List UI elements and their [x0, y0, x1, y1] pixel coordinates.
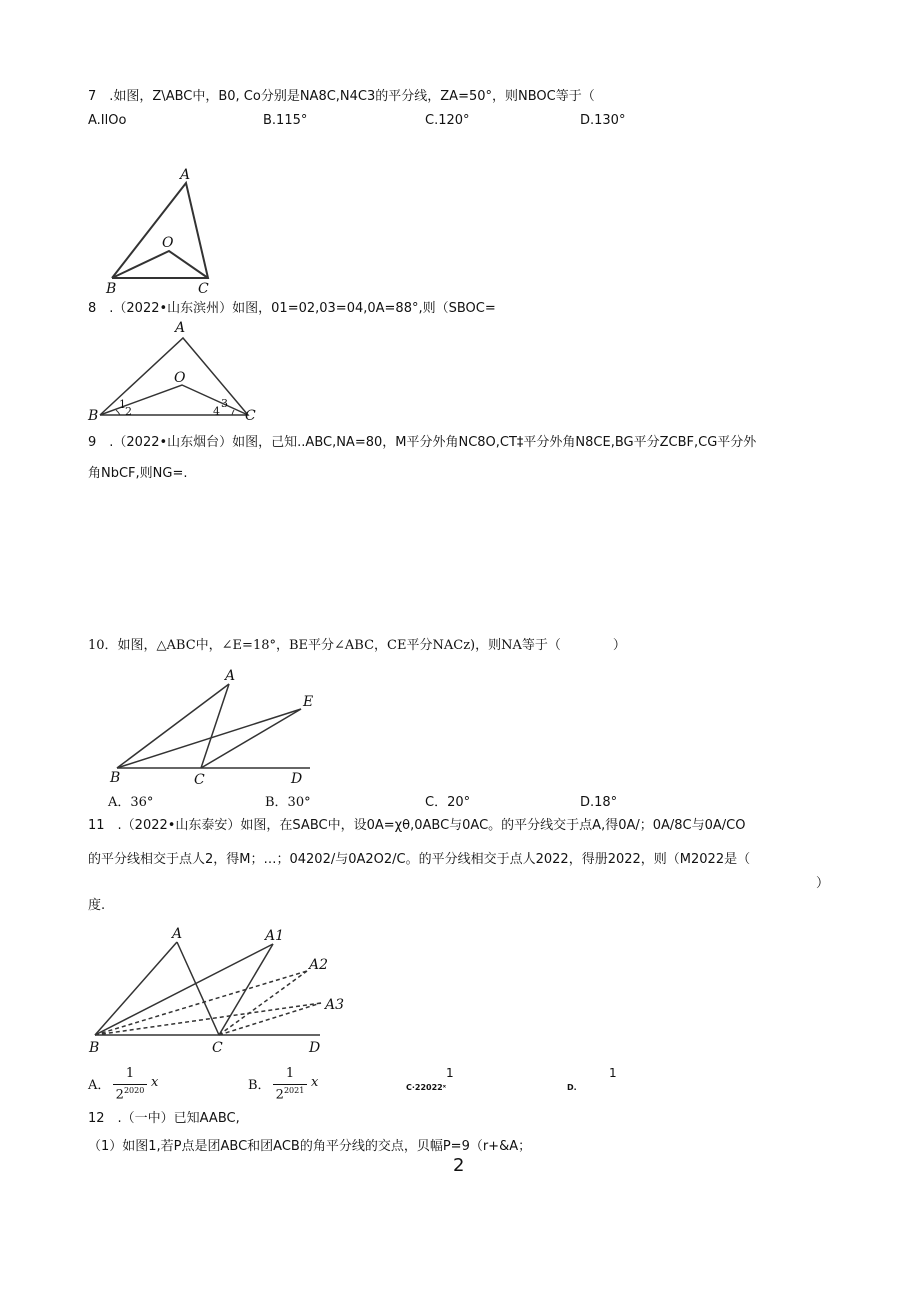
q8-triangle-figure	[88, 320, 268, 425]
q11-option-a-exponent: 2020	[123, 1086, 145, 1095]
q11-option-b-numerator: 1	[285, 1066, 295, 1081]
q9-line2: 角NbCF,则NG=.	[88, 466, 188, 481]
q11-label-d: D	[309, 1040, 321, 1056]
q10-label-b: B	[110, 770, 121, 786]
q10-triangle-figure	[105, 670, 335, 790]
q11-option-c-numerator: 1	[446, 1066, 454, 1080]
q11-option-b-label: B．	[248, 1078, 271, 1093]
q11-label-a3: A3	[325, 997, 345, 1013]
q8-label-o: O	[174, 370, 186, 386]
q8-angle-2: 2	[125, 405, 132, 418]
q10-label-e: E	[303, 694, 314, 710]
q11-option-a-variable: x	[151, 1075, 159, 1090]
q7-option-b: B.115°	[263, 113, 308, 128]
q10-stem: 10．如图，△ABC中，∠E=18°，BE平分∠ABC，CE平分NACz)，则NA等于（ ）	[88, 638, 626, 653]
q10-label-d: D	[291, 771, 303, 787]
q8-label-c: C	[245, 408, 256, 424]
q9-line1: 9 .（2022•山东烟台）如图，己知..ABC,NA=80，M平分外角NC8O,CT‡平分外角N8CE,BG平分ZCBF,CG平分外	[88, 435, 757, 450]
q12-line2: （1）如图1,若P点是团ABC和团ACB的角平分线的交点，贝幅P=9（r+&A；	[88, 1139, 532, 1154]
q11-option-d-numerator: 1	[609, 1066, 617, 1080]
q7-label-c: C	[198, 281, 209, 297]
q8-angle-3: 3	[221, 397, 228, 410]
q10-label-a: A	[225, 668, 236, 684]
q11-option-b-variable: x	[311, 1075, 319, 1090]
q11-close-paren: ）	[816, 876, 830, 891]
q11-label-b: B	[89, 1040, 100, 1056]
q7-stem: 7 .如图，Z\ABC中，B0, Co分别是NA8C,N4C3的平分线，ZA=50°，则NBOC等于（	[88, 89, 595, 104]
q8-stem: 8 .（2022•山东滨州）如图，01=02,03=04,0A=88°,则（SBOC=	[88, 301, 496, 316]
q7-option-d: D.130°	[580, 113, 626, 128]
q11-option-a-base: 2	[115, 1087, 124, 1103]
q8-label-b: B	[88, 408, 99, 424]
q11-label-c: C	[212, 1040, 223, 1056]
q11-label-a2: A2	[309, 957, 329, 973]
q11-option-b-base: 2	[275, 1087, 284, 1103]
q11-label-a: A	[172, 926, 183, 942]
q12-line1: 12 .（一中）已知AABC,	[88, 1111, 240, 1126]
q11-option-a-label: A．	[88, 1078, 111, 1093]
q7-label-a: A	[180, 167, 191, 183]
q11-line1: 11 .（2022•山东泰安）如图，在SABC中，设0A=χθ,0ABC与0AC。的平分线交于点A,得0A/；0A/8C与0A/CO	[88, 818, 746, 833]
page-number: 2	[453, 1155, 465, 1176]
q10-option-b: B．30°	[265, 795, 311, 810]
q11-line4: 度.	[88, 898, 106, 913]
q10-option-d: D.18°	[580, 795, 618, 810]
q7-label-o: O	[162, 235, 174, 251]
q11-label-a1: A1	[265, 928, 285, 944]
q10-option-c: C．20°	[425, 795, 471, 810]
q10-option-a: A．36°	[108, 795, 154, 810]
q7-option-a: A.IlOo	[88, 113, 127, 128]
q11-option-c-label: C·22022ˣ	[406, 1083, 447, 1092]
q7-triangle-figure	[100, 165, 230, 295]
q11-bisector-figure	[85, 925, 355, 1060]
q8-angle-4: 4	[213, 405, 220, 418]
q7-option-c: C.120°	[425, 113, 470, 128]
q11-option-a-numerator: 1	[125, 1066, 135, 1081]
q11-option-b-exponent: 2021	[283, 1086, 305, 1095]
q8-angle-1: 1	[119, 398, 126, 411]
q8-label-a: A	[175, 320, 186, 336]
q7-label-b: B	[106, 281, 117, 297]
q11-line2: 的平分线相交于点人2，得M；…；04202/与0A2O2/C。的平分线相交于点人2022，得册2022，则（M2022是（	[88, 852, 751, 867]
q10-label-c: C	[194, 772, 205, 788]
q11-option-d-label: D.	[567, 1083, 577, 1092]
